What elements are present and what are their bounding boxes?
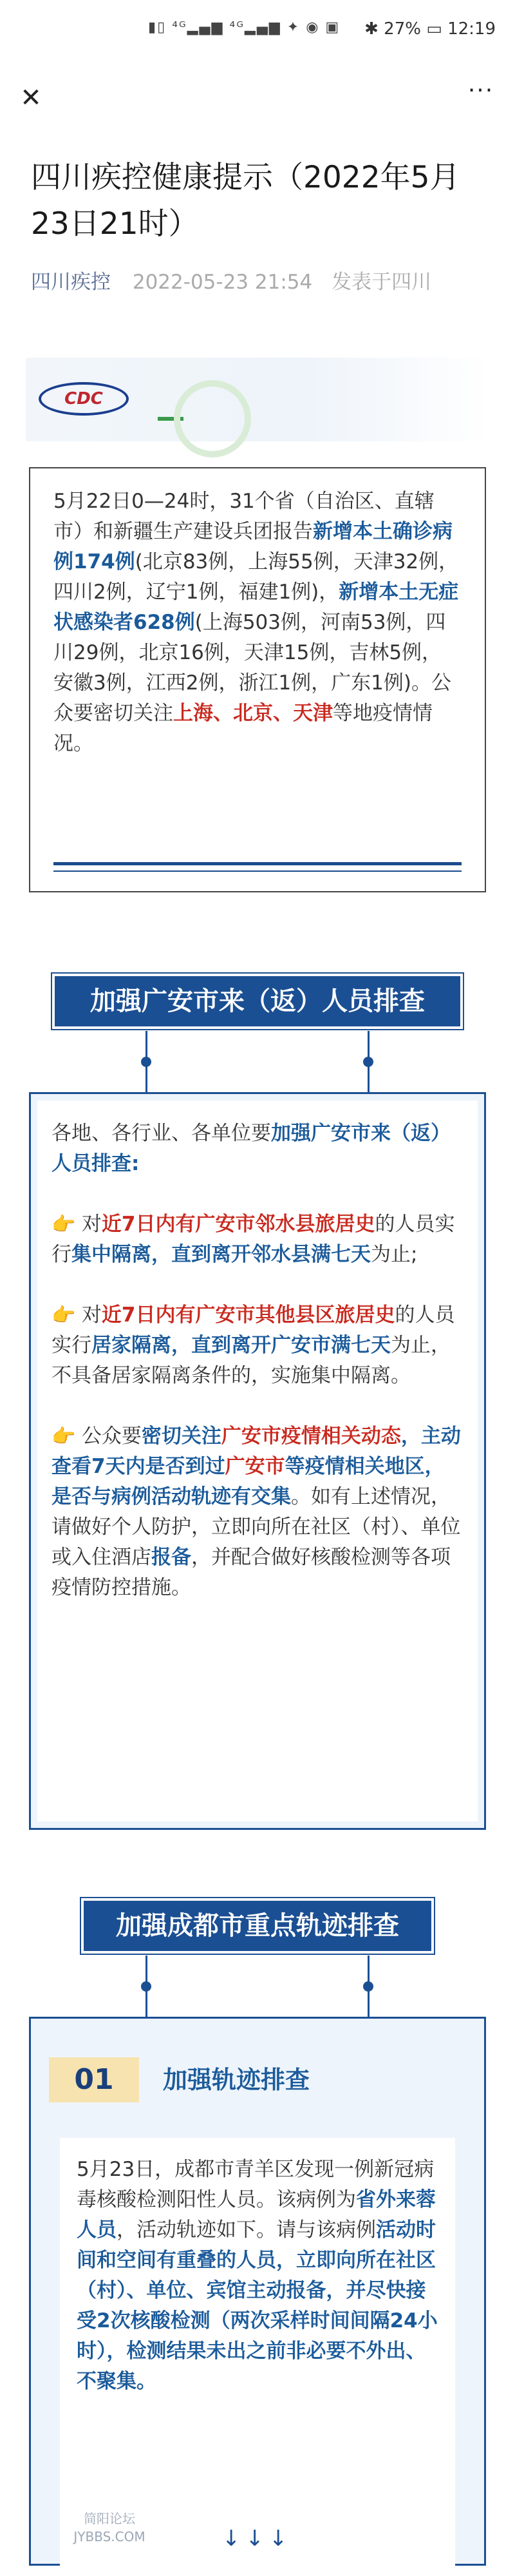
watermark: 简阳论坛 JYBBS.COM	[73, 2511, 145, 2544]
connector-dot-right-2	[363, 1981, 373, 1992]
publish-location: 发表于四川	[332, 271, 432, 294]
banner-ring	[174, 380, 251, 457]
article-title: 四川疾控健康提示（2022年5月23日21时）	[31, 160, 460, 242]
chengdu-panel	[29, 2017, 486, 2566]
account-name[interactable]: 四川疾控	[31, 271, 111, 294]
summary-box	[29, 467, 486, 892]
clock: 12:19	[447, 19, 496, 39]
connector-dot-left	[141, 1057, 151, 1067]
article-meta	[31, 265, 431, 294]
signal-icons: ▮▯ ⁴ᴳ▂▄▆ ⁴ᴳ▂▄▆ ✦ ◉ ▣	[148, 19, 341, 35]
battery-icon: ▭	[426, 19, 442, 39]
bullet-linshui: 👉 对近7日内有广安市邻水县旅居史的人员实行集中隔离，直到离开邻水县满七天为止;	[52, 1213, 455, 1266]
close-icon[interactable]: ✕	[20, 83, 42, 113]
divider-thin	[53, 870, 462, 872]
header-banner	[26, 358, 489, 441]
pointing-hand-icon: 👉	[52, 1213, 82, 1236]
divider-thick	[53, 862, 462, 865]
publish-date: 2022-05-23 21:54	[132, 271, 313, 294]
intro-paragraph: 各地、各行业、各单位要加强广安市来（返）人员排查:	[52, 1122, 451, 1175]
status-right	[364, 19, 496, 39]
cdc-logo: CDC	[39, 382, 129, 416]
down-arrows-icon: ↓↓↓	[222, 2526, 293, 2552]
connector-dot-left-2	[141, 1981, 151, 1992]
connector-dot-right	[363, 1057, 373, 1067]
more-icon[interactable]: ···	[467, 77, 494, 104]
bluetooth-icon: ✱	[364, 19, 379, 39]
nav-bar	[0, 71, 515, 129]
status-bar	[0, 0, 515, 71]
badge-title: 加强轨迹排查	[163, 2066, 310, 2094]
pointing-hand-icon: 👉	[52, 1304, 82, 1327]
bullet-other-counties: 👉 对近7日内有广安市其他县区旅居史的人员实行居家隔离，直到离开广安市满七天为止，不具备居家隔离条件的，实施集中隔离。	[52, 1303, 455, 1387]
trajectory-text: 5月23日，成都市青羊区发现一例新冠病毒核酸检测阳性人员。该病例为省外来蓉人员，活动轨迹如下。请与该病例活动时间和空间有重叠的人员，立即向所在社区（村）、单位、宾馆主动报备，并尽快接受2次核酸检测（两次采样时间间隔24小时），检测结果未出之前非必要不外出、不聚集。	[60, 2138, 455, 2576]
bullet-public-notice: 👉 公众要密切关注广安市疫情相关动态，主动查看7天内是否到过广安市等疫情相关地区，是否与病例活动轨迹有交集。如有上述情况，请做好个人防护，立即向所在社区（村）、单位或入住酒店报备，并配合做好核酸检测等各项疫情防控措施。	[52, 1425, 461, 1599]
number-badge: 01	[49, 2057, 139, 2102]
section-heading-guangan: 加强广安市来（返）人员排查	[55, 976, 460, 1026]
guangan-panel	[29, 1092, 486, 1830]
pointing-hand-icon: 👉	[52, 1425, 82, 1448]
summary-text: 5月22日0—24时，31个省（自治区、直辖市）和新疆生产建设兵团报告新增本土确诊病例174例(北京83例，上海55例，天津32例，四川2例，辽宁1例，福建1例)，新增本土无症状感染者628例(上海503例，河南53例，四川29例，北京16例，天津15例，吉林5例，安徽3例，江西2例，浙江1例，广东1例)。公众要密切关注上海、北京、天津等地疫情情况。	[53, 490, 459, 755]
section-heading-chengdu: 加强成都市重点轨迹排查	[84, 1901, 431, 1951]
battery-level: 27%	[384, 19, 421, 39]
